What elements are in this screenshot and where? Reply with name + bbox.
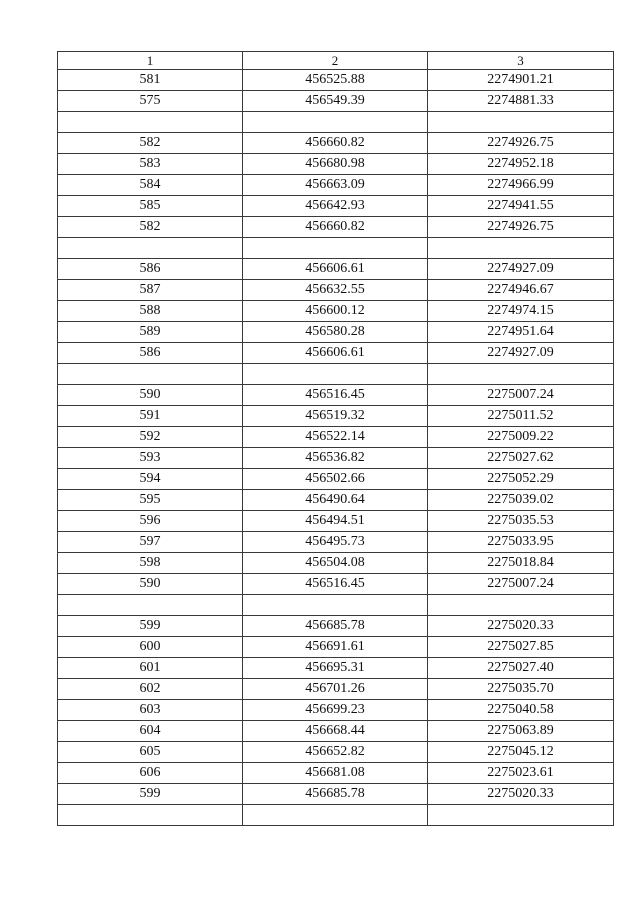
table-row	[58, 511, 614, 532]
x-coordinate-cell: 456695.31	[243, 658, 428, 679]
x-coordinate-cell: 456536.82	[243, 448, 428, 469]
x-coordinate-cell: 456606.61	[243, 259, 428, 280]
table-row	[58, 448, 614, 469]
x-coordinate-cell: 456691.61	[243, 637, 428, 658]
x-coordinate-cell: 456632.55	[243, 280, 428, 301]
table-row	[58, 112, 614, 133]
y-coordinate-cell: 2275040.58	[428, 700, 614, 721]
x-coordinate-cell	[243, 805, 428, 826]
point-number-cell: 590	[58, 385, 243, 406]
x-coordinate-cell: 456519.32	[243, 406, 428, 427]
point-number-cell	[58, 364, 243, 385]
point-number-cell	[58, 595, 243, 616]
table-row	[58, 91, 614, 112]
table-row	[58, 154, 614, 175]
point-number-cell: 592	[58, 427, 243, 448]
y-coordinate-cell: 2274966.99	[428, 175, 614, 196]
y-coordinate-cell	[428, 595, 614, 616]
table-row	[58, 364, 614, 385]
y-coordinate-cell: 2274926.75	[428, 217, 614, 238]
x-coordinate-cell	[243, 112, 428, 133]
x-coordinate-cell: 456699.23	[243, 700, 428, 721]
table-row	[58, 427, 614, 448]
table-row	[58, 280, 614, 301]
table-row	[58, 469, 614, 490]
point-number-cell: 582	[58, 133, 243, 154]
table-row	[58, 616, 614, 637]
y-coordinate-cell: 2274927.09	[428, 259, 614, 280]
point-number-cell: 590	[58, 574, 243, 595]
column-header-1: 1	[58, 52, 243, 70]
table-row	[58, 784, 614, 805]
x-coordinate-cell: 456668.44	[243, 721, 428, 742]
y-coordinate-cell: 2274927.09	[428, 343, 614, 364]
y-coordinate-cell: 2274901.21	[428, 70, 614, 91]
y-coordinate-cell: 2274951.64	[428, 322, 614, 343]
y-coordinate-cell: 2275011.52	[428, 406, 614, 427]
x-coordinate-cell: 456660.82	[243, 133, 428, 154]
y-coordinate-cell: 2275035.70	[428, 679, 614, 700]
point-number-cell: 598	[58, 553, 243, 574]
x-coordinate-cell: 456642.93	[243, 196, 428, 217]
x-coordinate-cell: 456516.45	[243, 574, 428, 595]
y-coordinate-cell: 2274946.67	[428, 280, 614, 301]
table-row	[58, 301, 614, 322]
y-coordinate-cell: 2275063.89	[428, 721, 614, 742]
x-coordinate-cell	[243, 595, 428, 616]
x-coordinate-cell: 456549.39	[243, 91, 428, 112]
y-coordinate-cell: 2275007.24	[428, 385, 614, 406]
y-coordinate-cell	[428, 364, 614, 385]
y-coordinate-cell: 2275027.40	[428, 658, 614, 679]
table-row	[58, 322, 614, 343]
x-coordinate-cell: 456701.26	[243, 679, 428, 700]
y-coordinate-cell	[428, 238, 614, 259]
table-row	[58, 196, 614, 217]
x-coordinate-cell: 456495.73	[243, 532, 428, 553]
point-number-cell: 601	[58, 658, 243, 679]
table-row	[58, 259, 614, 280]
y-coordinate-cell	[428, 805, 614, 826]
point-number-cell: 599	[58, 784, 243, 805]
point-number-cell: 583	[58, 154, 243, 175]
x-coordinate-cell: 456680.98	[243, 154, 428, 175]
table-row	[58, 679, 614, 700]
point-number-cell: 593	[58, 448, 243, 469]
table-row	[58, 742, 614, 763]
table-row	[58, 763, 614, 784]
x-coordinate-cell: 456522.14	[243, 427, 428, 448]
point-number-cell: 603	[58, 700, 243, 721]
point-number-cell	[58, 238, 243, 259]
x-coordinate-cell: 456660.82	[243, 217, 428, 238]
table-row	[58, 385, 614, 406]
x-coordinate-cell: 456516.45	[243, 385, 428, 406]
point-number-cell: 581	[58, 70, 243, 91]
y-coordinate-cell: 2275018.84	[428, 553, 614, 574]
table-header	[58, 52, 614, 70]
y-coordinate-cell: 2274941.55	[428, 196, 614, 217]
table-row	[58, 133, 614, 154]
point-number-cell: 589	[58, 322, 243, 343]
point-number-cell: 597	[58, 532, 243, 553]
y-coordinate-cell: 2275007.24	[428, 574, 614, 595]
y-coordinate-cell: 2274952.18	[428, 154, 614, 175]
table-row	[58, 343, 614, 364]
x-coordinate-cell	[243, 238, 428, 259]
y-coordinate-cell: 2275023.61	[428, 763, 614, 784]
x-coordinate-cell	[243, 364, 428, 385]
y-coordinate-cell: 2274926.75	[428, 133, 614, 154]
table-row	[58, 805, 614, 826]
x-coordinate-cell: 456490.64	[243, 490, 428, 511]
point-number-cell: 584	[58, 175, 243, 196]
y-coordinate-cell: 2275020.33	[428, 784, 614, 805]
x-coordinate-cell: 456600.12	[243, 301, 428, 322]
point-number-cell: 596	[58, 511, 243, 532]
table-row	[58, 658, 614, 679]
point-number-cell: 600	[58, 637, 243, 658]
point-number-cell: 588	[58, 301, 243, 322]
point-number-cell: 599	[58, 616, 243, 637]
point-number-cell: 587	[58, 280, 243, 301]
x-coordinate-cell: 456502.66	[243, 469, 428, 490]
point-number-cell: 595	[58, 490, 243, 511]
x-coordinate-cell: 456504.08	[243, 553, 428, 574]
point-number-cell: 604	[58, 721, 243, 742]
y-coordinate-cell: 2275052.29	[428, 469, 614, 490]
y-coordinate-cell	[428, 112, 614, 133]
y-coordinate-cell: 2275033.95	[428, 532, 614, 553]
point-number-cell: 591	[58, 406, 243, 427]
x-coordinate-cell: 456580.28	[243, 322, 428, 343]
x-coordinate-cell: 456652.82	[243, 742, 428, 763]
table-row	[58, 553, 614, 574]
table-row	[58, 406, 614, 427]
header-row	[58, 52, 614, 70]
x-coordinate-cell: 456525.88	[243, 70, 428, 91]
y-coordinate-cell: 2275035.53	[428, 511, 614, 532]
point-number-cell: 586	[58, 343, 243, 364]
table-row	[58, 532, 614, 553]
y-coordinate-cell: 2274881.33	[428, 91, 614, 112]
coordinates-table	[57, 51, 614, 826]
point-number-cell: 602	[58, 679, 243, 700]
x-coordinate-cell: 456606.61	[243, 343, 428, 364]
x-coordinate-cell: 456494.51	[243, 511, 428, 532]
y-coordinate-cell: 2275009.22	[428, 427, 614, 448]
point-number-cell: 582	[58, 217, 243, 238]
x-coordinate-cell: 456685.78	[243, 616, 428, 637]
table-row	[58, 238, 614, 259]
column-header-3: 3	[428, 52, 614, 70]
y-coordinate-cell: 2275020.33	[428, 616, 614, 637]
x-coordinate-cell: 456685.78	[243, 784, 428, 805]
point-number-cell: 585	[58, 196, 243, 217]
y-coordinate-cell: 2275027.62	[428, 448, 614, 469]
table-row	[58, 175, 614, 196]
y-coordinate-cell: 2275039.02	[428, 490, 614, 511]
y-coordinate-cell: 2275045.12	[428, 742, 614, 763]
point-number-cell: 575	[58, 91, 243, 112]
table-row	[58, 721, 614, 742]
table-body	[58, 70, 614, 826]
y-coordinate-cell: 2274974.15	[428, 301, 614, 322]
table-row	[58, 217, 614, 238]
x-coordinate-cell: 456681.08	[243, 763, 428, 784]
x-coordinate-cell: 456663.09	[243, 175, 428, 196]
table-row	[58, 595, 614, 616]
column-header-2: 2	[243, 52, 428, 70]
table-row	[58, 70, 614, 91]
table-row	[58, 574, 614, 595]
point-number-cell: 594	[58, 469, 243, 490]
table-row	[58, 490, 614, 511]
y-coordinate-cell: 2275027.85	[428, 637, 614, 658]
table-row	[58, 700, 614, 721]
point-number-cell	[58, 112, 243, 133]
point-number-cell	[58, 805, 243, 826]
table-row	[58, 637, 614, 658]
point-number-cell: 586	[58, 259, 243, 280]
point-number-cell: 605	[58, 742, 243, 763]
point-number-cell: 606	[58, 763, 243, 784]
